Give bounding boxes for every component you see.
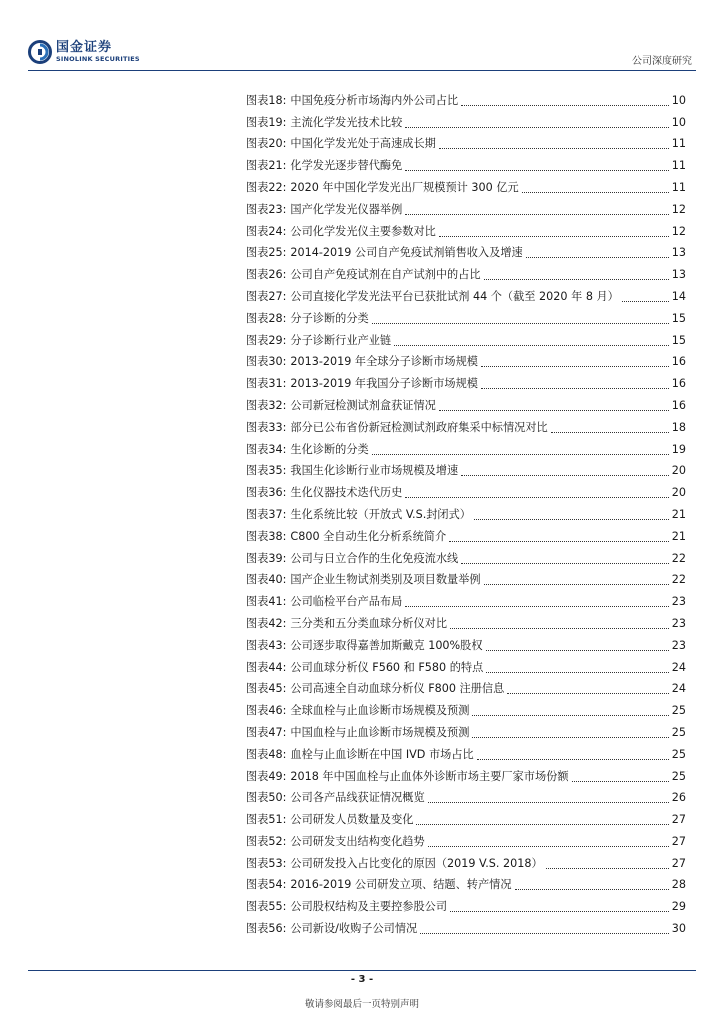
toc-dot-leader — [484, 278, 669, 280]
toc-figure-label: 图表24: — [246, 224, 287, 238]
toc-row[interactable] — [246, 740, 686, 762]
toc-figure-title: 公司血球分析仪 F560 和 F580 的特点 — [290, 660, 484, 674]
toc-dot-leader — [546, 867, 669, 869]
toc-dot-leader — [449, 540, 669, 542]
toc-figure-title: 国产企业生物试剂类别及项目数量举例 — [290, 573, 481, 587]
toc-figure-title: 分子诊断行业产业链 — [290, 333, 392, 347]
toc-figure-label: 图表49: — [246, 769, 287, 783]
toc-figure-title: 血栓与止血诊断在中国 IVD 市场占比 — [290, 747, 474, 761]
toc-page-number: 22 — [671, 573, 686, 587]
toc-figure-label: 图表45: — [246, 682, 287, 696]
toc-figure-label: 图表28: — [246, 311, 287, 325]
toc-figure-label: 图表29: — [246, 333, 287, 347]
toc-figure-title: 生化系统比较（开放式 V.S.封闭式） — [290, 507, 471, 521]
toc-page-number: 23 — [671, 616, 686, 630]
toc-page-number: 20 — [671, 486, 686, 500]
toc-dot-leader — [405, 169, 668, 171]
toc-row[interactable] — [246, 435, 686, 457]
toc-figure-label: 图表51: — [246, 813, 287, 827]
toc-page-number: 16 — [671, 377, 686, 391]
toc-page-number: 25 — [671, 747, 686, 761]
toc-dot-leader — [472, 736, 668, 738]
toc-figure-title: 2013-2019 年我国分子诊断市场规模 — [290, 377, 478, 391]
toc-figure-label: 图表19: — [246, 115, 287, 129]
toc-row[interactable] — [246, 86, 686, 108]
toc-row[interactable] — [246, 892, 686, 914]
toc-figure-title: 公司新冠检测试剂盒获证情况 — [290, 398, 436, 412]
toc-page-number: 15 — [671, 333, 686, 347]
toc-figure-title: 2014-2019 公司自产免疫试剂销售收入及增速 — [290, 246, 523, 260]
toc-figure-label: 图表42: — [246, 616, 287, 630]
toc-page-number: 24 — [671, 682, 686, 696]
toc-row[interactable] — [246, 500, 686, 522]
toc-figure-title: 2016-2019 公司研发立项、结题、转产情况 — [290, 878, 512, 892]
toc-figure-title: 生化仪器技术迭代历史 — [290, 486, 403, 500]
toc-page-number: 12 — [671, 224, 686, 238]
toc-dot-leader — [622, 300, 669, 302]
toc-page-number: 29 — [671, 900, 686, 914]
toc-figure-label: 图表21: — [246, 159, 287, 173]
toc-dot-leader — [405, 605, 668, 607]
toc-figure-title: 2013-2019 年全球分子诊断市场规模 — [290, 355, 478, 369]
toc-dot-leader — [405, 496, 668, 498]
toc-row[interactable] — [246, 326, 686, 348]
toc-figure-label: 图表47: — [246, 725, 287, 739]
toc-page-number: 16 — [671, 398, 686, 412]
toc-figure-label: 图表34: — [246, 442, 287, 456]
toc-figure-label: 图表50: — [246, 791, 287, 805]
toc-dot-leader — [472, 714, 668, 716]
toc-row[interactable] — [246, 413, 686, 435]
toc-row[interactable] — [246, 544, 686, 566]
toc-row[interactable] — [246, 914, 686, 936]
toc-dot-leader — [405, 213, 668, 215]
toc-row[interactable] — [246, 108, 686, 130]
toc-page-number: 23 — [671, 595, 686, 609]
toc-figure-label: 图表37: — [246, 507, 287, 521]
figure-table-of-contents — [246, 86, 686, 936]
toc-dot-leader — [461, 562, 669, 564]
toc-dot-leader — [420, 932, 669, 934]
toc-figure-label: 图表39: — [246, 551, 287, 565]
toc-figure-title: 生化诊断的分类 — [290, 442, 369, 456]
toc-row[interactable] — [246, 631, 686, 653]
toc-figure-title: C800 全自动生化分析系统简介 — [290, 529, 447, 543]
toc-page-number: 15 — [671, 311, 686, 325]
toc-row[interactable] — [246, 478, 686, 500]
toc-figure-label: 图表31: — [246, 377, 287, 391]
toc-dot-leader — [486, 671, 668, 673]
toc-figure-label: 图表54: — [246, 878, 287, 892]
toc-page-number: 13 — [671, 268, 686, 282]
toc-row[interactable] — [246, 173, 686, 195]
toc-page-number: 13 — [671, 246, 686, 260]
header-divider — [28, 70, 696, 71]
toc-row[interactable] — [246, 696, 686, 718]
toc-figure-label: 图表36: — [246, 486, 287, 500]
toc-dot-leader — [461, 474, 669, 476]
page-number: - 3 - — [350, 974, 374, 985]
footer-divider — [28, 970, 696, 971]
toc-page-number: 11 — [671, 180, 686, 194]
report-type: 公司深度研究 — [632, 56, 692, 67]
toc-figure-title: 公司研发人员数量及变化 — [290, 813, 414, 827]
toc-figure-title: 全球血栓与止血诊断市场规模及预测 — [290, 704, 470, 718]
toc-page-number: 22 — [671, 551, 686, 565]
toc-row[interactable] — [246, 871, 686, 893]
toc-row[interactable] — [246, 457, 686, 479]
logo-english-name: SINOLINK SECURITIES — [56, 55, 140, 63]
toc-row[interactable] — [246, 675, 686, 697]
toc-dot-leader — [481, 365, 669, 367]
toc-figure-label: 图表44: — [246, 660, 287, 674]
toc-figure-label: 图表30: — [246, 355, 287, 369]
toc-dot-leader — [515, 888, 669, 890]
toc-dot-leader — [439, 147, 669, 149]
toc-page-number: 26 — [671, 791, 686, 805]
toc-page-number: 28 — [671, 878, 686, 892]
toc-page-number: 30 — [671, 922, 686, 936]
toc-figure-title: 三分类和五分类血球分析仪对比 — [290, 616, 448, 630]
toc-figure-title: 公司各产品线获证情况概览 — [290, 791, 425, 805]
toc-row[interactable] — [246, 239, 686, 261]
toc-figure-title: 公司高速全自动血球分析仪 F800 注册信息 — [290, 682, 505, 696]
toc-row[interactable] — [246, 348, 686, 370]
toc-dot-leader — [405, 126, 668, 128]
toc-page-number: 10 — [671, 115, 686, 129]
toc-dot-leader — [481, 387, 669, 389]
toc-figure-label: 图表35: — [246, 464, 287, 478]
toc-page-number: 25 — [671, 725, 686, 739]
toc-page-number: 12 — [671, 202, 686, 216]
toc-figure-title: 化学发光逐步替代酶免 — [290, 159, 403, 173]
toc-row[interactable] — [246, 805, 686, 827]
toc-page-number: 19 — [671, 442, 686, 456]
toc-row[interactable] — [246, 130, 686, 152]
toc-page-number: 25 — [671, 704, 686, 718]
toc-dot-leader — [474, 518, 669, 520]
toc-row[interactable] — [246, 653, 686, 675]
toc-page-number: 21 — [671, 507, 686, 521]
toc-figure-label: 图表23: — [246, 202, 287, 216]
toc-figure-title: 主流化学发光技术比较 — [290, 115, 403, 129]
toc-figure-label: 图表22: — [246, 180, 287, 194]
page-header — [28, 38, 696, 70]
toc-page-number: 27 — [671, 813, 686, 827]
toc-figure-title: 我国生化诊断行业市场规模及增速 — [290, 464, 459, 478]
toc-dot-leader — [507, 692, 668, 694]
toc-row[interactable] — [246, 304, 686, 326]
toc-dot-leader — [439, 235, 669, 237]
toc-row[interactable] — [246, 217, 686, 239]
toc-figure-label: 图表41: — [246, 595, 287, 609]
toc-row[interactable] — [246, 718, 686, 740]
toc-page-number: 24 — [671, 660, 686, 674]
toc-figure-label: 图表18: — [246, 93, 287, 107]
toc-figure-title: 中国血栓与止血诊断市场规模及预测 — [290, 725, 470, 739]
toc-row[interactable] — [246, 827, 686, 849]
toc-figure-title: 国产化学发光仪器举例 — [290, 202, 403, 216]
toc-dot-leader — [486, 649, 669, 651]
toc-row[interactable] — [246, 849, 686, 871]
toc-figure-label: 图表56: — [246, 922, 287, 936]
toc-row[interactable] — [246, 762, 686, 784]
toc-dot-leader — [477, 758, 669, 760]
toc-row[interactable] — [246, 609, 686, 631]
disclaimer: 敬请参阅最后一页特别声明 — [304, 999, 419, 1010]
toc-row[interactable] — [246, 566, 686, 588]
toc-row[interactable] — [246, 587, 686, 609]
toc-figure-label: 图表55: — [246, 900, 287, 914]
toc-row[interactable] — [246, 282, 686, 304]
toc-figure-title: 中国免疫分析市场海内外公司占比 — [290, 93, 459, 107]
toc-figure-label: 图表38: — [246, 529, 287, 543]
toc-figure-label: 图表43: — [246, 638, 287, 652]
toc-dot-leader — [372, 453, 669, 455]
toc-figure-label: 图表32: — [246, 398, 287, 412]
toc-figure-label: 图表26: — [246, 268, 287, 282]
toc-page-number: 27 — [671, 834, 686, 848]
toc-page-number: 14 — [671, 289, 686, 303]
toc-page-number: 16 — [671, 355, 686, 369]
toc-figure-title: 公司自产免疫试剂在自产试剂中的占比 — [290, 268, 481, 282]
toc-page-number: 10 — [671, 93, 686, 107]
toc-figure-label: 图表48: — [246, 747, 287, 761]
toc-figure-title: 公司股权结构及主要控参股公司 — [290, 900, 448, 914]
toc-dot-leader — [572, 780, 669, 782]
toc-dot-leader — [484, 583, 669, 585]
toc-figure-title: 公司直接化学发光法平台已获批试剂 44 个（截至 2020 年 8 月） — [290, 289, 619, 303]
toc-figure-title: 公司临检平台产品布局 — [290, 595, 403, 609]
company-logo — [28, 40, 140, 64]
toc-dot-leader — [428, 845, 669, 847]
toc-figure-label: 图表25: — [246, 246, 287, 260]
toc-figure-label: 图表20: — [246, 137, 287, 151]
toc-page-number: 25 — [671, 769, 686, 783]
toc-figure-title: 2018 年中国血栓与止血体外诊断市场主要厂家市场份额 — [290, 769, 569, 783]
toc-row[interactable] — [246, 522, 686, 544]
toc-page-number: 18 — [671, 420, 686, 434]
toc-figure-title: 部分已公布省份新冠检测试剂政府集采中标情况对比 — [290, 420, 548, 434]
toc-page-number: 11 — [671, 159, 686, 173]
toc-figure-label: 图表52: — [246, 834, 287, 848]
toc-figure-label: 图表27: — [246, 289, 287, 303]
toc-figure-label: 图表53: — [246, 856, 287, 870]
toc-page-number: 21 — [671, 529, 686, 543]
toc-dot-leader — [416, 823, 668, 825]
toc-page-number: 27 — [671, 856, 686, 870]
sinolink-logo-icon — [28, 40, 52, 64]
toc-figure-title: 公司与日立合作的生化免疫流水线 — [290, 551, 459, 565]
toc-figure-title: 公司逐步取得嘉善加斯戴克 100%股权 — [290, 638, 483, 652]
toc-dot-leader — [439, 409, 669, 411]
toc-row[interactable] — [246, 260, 686, 282]
logo-chinese-name: 国金证券 — [56, 40, 113, 55]
toc-figure-title: 公司化学发光仪主要参数对比 — [290, 224, 436, 238]
toc-figure-label: 图表46: — [246, 704, 287, 718]
toc-dot-leader — [526, 256, 669, 258]
toc-page-number: 23 — [671, 638, 686, 652]
toc-dot-leader — [522, 191, 669, 193]
toc-dot-leader — [428, 801, 669, 803]
toc-dot-leader — [394, 344, 669, 346]
toc-row[interactable] — [246, 784, 686, 806]
toc-figure-title: 公司新设/收购子公司情况 — [290, 922, 418, 936]
toc-figure-title: 2020 年中国化学发光出厂规模预计 300 亿元 — [290, 180, 519, 194]
toc-row[interactable] — [246, 369, 686, 391]
toc-dot-leader — [551, 431, 669, 433]
toc-figure-title: 公司研发支出结构变化趋势 — [290, 834, 425, 848]
toc-row[interactable] — [246, 391, 686, 413]
toc-dot-leader — [450, 910, 669, 912]
toc-page-number: 20 — [671, 464, 686, 478]
toc-figure-label: 图表33: — [246, 420, 287, 434]
toc-dot-leader — [461, 104, 669, 106]
toc-row[interactable] — [246, 195, 686, 217]
toc-dot-leader — [372, 322, 669, 324]
toc-page-number: 11 — [671, 137, 686, 151]
toc-figure-title: 公司研发投入占比变化的原因（2019 V.S. 2018） — [290, 856, 543, 870]
toc-figure-title: 中国化学发光处于高速成长期 — [290, 137, 436, 151]
toc-figure-title: 分子诊断的分类 — [290, 311, 369, 325]
toc-dot-leader — [450, 627, 669, 629]
toc-row[interactable] — [246, 151, 686, 173]
toc-figure-label: 图表40: — [246, 573, 287, 587]
